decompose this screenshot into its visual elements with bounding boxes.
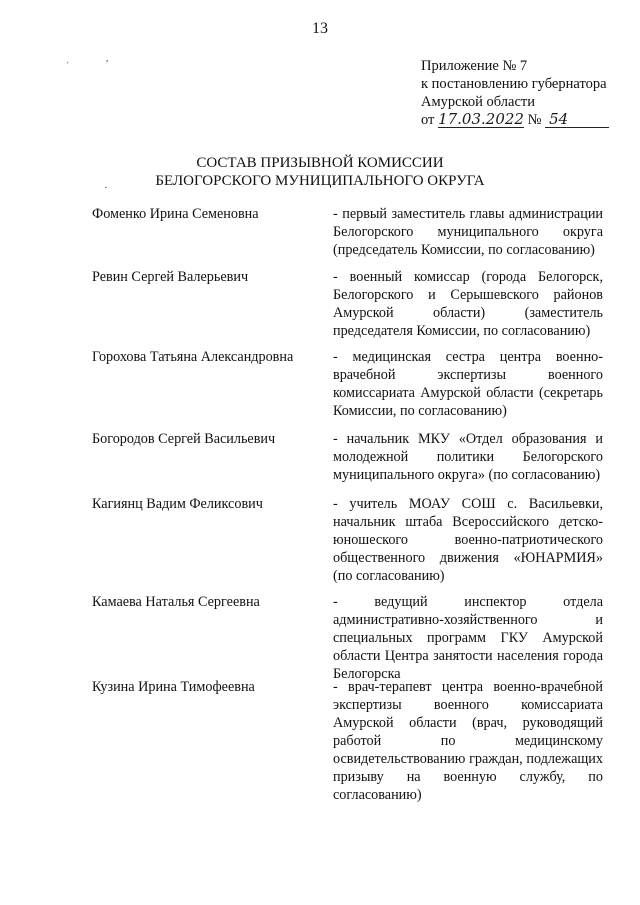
date-prefix: от <box>421 112 435 128</box>
appendix-line: к постановлению губернатора <box>421 76 607 92</box>
member-name: Кузина Ирина Тимофеевна <box>92 679 255 695</box>
member-name: Ревин Сергей Валерьевич <box>92 269 249 285</box>
scan-mark: · <box>104 182 108 194</box>
title-line: БЕЛОГОРСКОГО МУНИЦИПАЛЬНОГО ОКРУГА <box>155 173 485 189</box>
appendix-block <box>421 57 621 129</box>
member-role: - медицинская сестра центра военно-врачебной экспертизы военного комиссариата Амурской области (секретарь Комиссии, по согласованию) <box>333 349 603 419</box>
page-number: 13 <box>312 20 328 37</box>
member-role: - врач-терапевт центра военно-врачебной экспертизы военного комиссариата Амурской области (врач, руководящий работой по медицинскому освидетельствованию граждан, подлежащих призыву на военную службу, по согласованию) <box>333 679 603 803</box>
member-role: - военный комиссар (города Белогорск, Белогорского и Серышевского районов Амурской области) (заместитель председателя Комиссии, по согласованию) <box>333 269 603 339</box>
member-name: Камаева Наталья Сергеевна <box>92 594 260 610</box>
handwritten-date: 17.03.2022 <box>438 110 524 128</box>
member-role: - ведущий инспектор отдела административно-хозяйственного и специальных программ ГКУ Амурской области Центра занятости населения города Белогорска <box>333 594 603 682</box>
member-role: - учитель МОАУ СОШ с. Васильевки, начальник штаба Всероссийского детско-юношеского военно-патриотического общественного движения «ЮНАРМИЯ» (по согласованию) <box>333 496 603 584</box>
member-role: - начальник МКУ «Отдел образования и молодежной политики Белогорского муниципального округа» (по согласованию) <box>333 431 603 483</box>
appendix-line: Приложение № 7 <box>421 58 528 74</box>
member-name: Фоменко Ирина Семеновна <box>92 206 259 222</box>
scan-mark: ˈ <box>66 60 70 72</box>
member-name: Богородов Сергей Васильевич <box>92 431 276 447</box>
appendix-date-line <box>421 111 621 129</box>
document-title <box>0 154 640 190</box>
appendix-line: Амурской области <box>421 94 535 110</box>
member-name: Горохова Татьяна Александровна <box>92 349 294 365</box>
scan-mark: ʹ <box>106 58 109 70</box>
member-name: Кагиянц Вадим Феликсович <box>92 496 263 512</box>
member-role: - первый заместитель главы администрации Белогорского муниципального округа (председатель Комиссии, по согласованию) <box>333 206 603 258</box>
number-label: № <box>527 112 542 128</box>
handwritten-number: 54 <box>545 112 609 128</box>
title-line: СОСТАВ ПРИЗЫВНОЙ КОМИССИИ <box>196 155 444 171</box>
